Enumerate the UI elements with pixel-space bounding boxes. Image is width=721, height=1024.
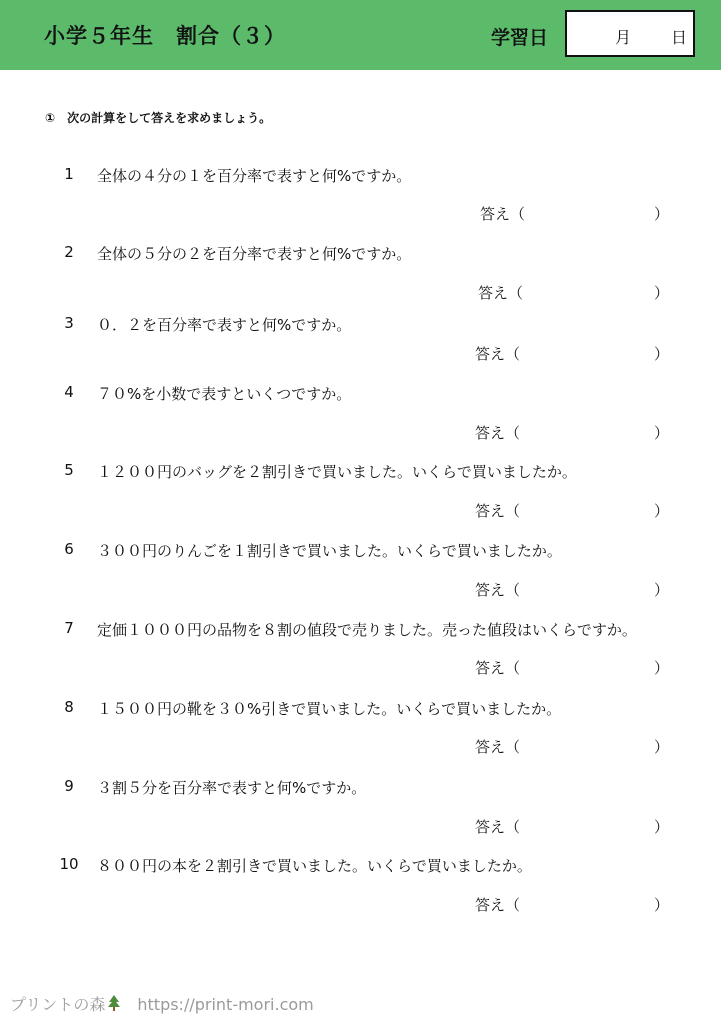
question-number: 4 — [64, 383, 74, 401]
question-text: １２００円のバッグを２割引きで買いました。いくらで買いましたか。 — [97, 463, 577, 481]
question-number: 10 — [59, 855, 79, 873]
question-text: ７０%を小数で表すといくつですか。 — [97, 385, 352, 403]
answer-label: 答え（ — [475, 502, 521, 520]
answer-label: 答え（ — [475, 738, 521, 756]
site-name: プリントの森 — [10, 995, 106, 1014]
question-number: 3 — [64, 314, 74, 332]
answer-close: ） — [654, 205, 670, 223]
answer-close: ） — [654, 345, 670, 363]
answer-label: 答え（ — [475, 818, 521, 836]
answer-close: ） — [654, 581, 670, 599]
question-text: 定価１０００円の品物を８割の値段で売りました。売った値段はいくらですか。 — [97, 621, 637, 639]
question-number: 1 — [64, 165, 74, 183]
day-label: 日 — [671, 28, 688, 47]
question-number: 7 — [64, 619, 74, 637]
date-label: 学習日 — [491, 27, 549, 49]
answer-label: 答え（ — [480, 205, 526, 223]
site-url[interactable]: https://print-mori.com — [137, 995, 314, 1014]
answer-close: ） — [654, 818, 670, 836]
answer-label: 答え（ — [475, 659, 521, 677]
answer-label: 答え（ — [475, 424, 521, 442]
answer-close: ） — [654, 659, 670, 677]
question-number: 9 — [64, 777, 74, 795]
date-box — [565, 10, 695, 57]
question-number: 2 — [64, 243, 74, 261]
answer-close: ） — [654, 284, 670, 302]
answer-label: 答え（ — [475, 581, 521, 599]
question-number: 5 — [64, 461, 74, 479]
question-text: 全体の５分の２を百分率で表すと何%ですか。 — [97, 245, 412, 263]
question-text: １５００円の靴を３０%引きで買いました。いくらで買いましたか。 — [97, 700, 562, 718]
header-bar — [0, 0, 721, 70]
question-text: ３００円のりんごを１割引きで買いました。いくらで買いましたか。 — [97, 542, 562, 560]
month-label: 月 — [615, 28, 632, 47]
answer-close: ） — [654, 896, 670, 914]
answer-close: ） — [654, 502, 670, 520]
answer-label: 答え（ — [478, 284, 524, 302]
question-text: ８００円の本を２割引きで買いました。いくらで買いましたか。 — [97, 857, 532, 875]
answer-label: 答え（ — [475, 345, 521, 363]
question-text: ３割５分を百分率で表すと何%ですか。 — [97, 779, 367, 797]
answer-close: ） — [654, 424, 670, 442]
question-number: 6 — [64, 540, 74, 558]
instruction: ① 次の計算をして答えを求めましょう。 — [45, 111, 272, 125]
question-number: 8 — [64, 698, 74, 716]
page-title: 小学５年生 割合（３） — [44, 24, 286, 48]
tree-icon — [107, 994, 121, 1016]
answer-close: ） — [654, 738, 670, 756]
footer — [10, 992, 314, 1016]
answer-label: 答え（ — [475, 896, 521, 914]
question-text: 全体の４分の１を百分率で表すと何%ですか。 — [97, 167, 412, 185]
question-text: ０．２を百分率で表すと何%ですか。 — [97, 316, 352, 334]
